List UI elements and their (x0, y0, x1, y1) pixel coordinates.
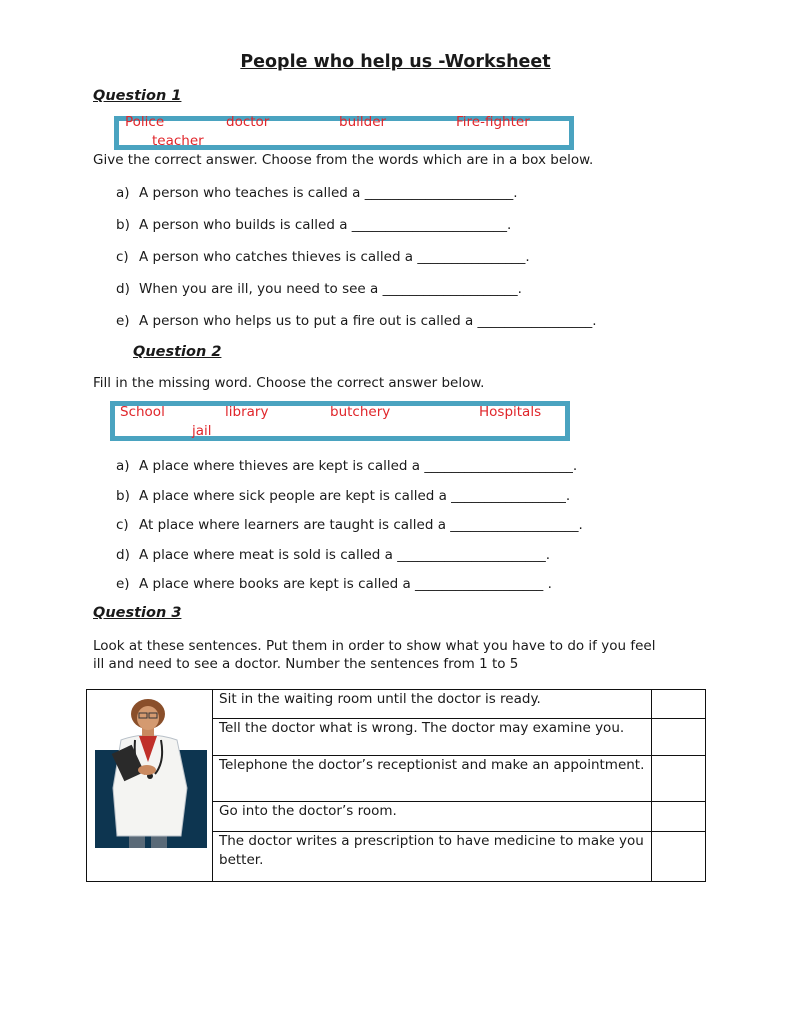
q1-item-b: b) A person who builds is called a _______________________. (116, 217, 512, 233)
q2-word-butchery: butchery (330, 404, 391, 420)
q2-item-e: e) A place where books are kept is called a ___________________ . (116, 576, 552, 592)
picture-cell (87, 690, 213, 882)
q2-word-hospitals: Hospitals (479, 404, 542, 420)
q2-item-d: d) A place where meat is sold is called a ______________________. (116, 547, 550, 563)
q1-item-e: e) A person who helps us to put a fire out is called a _________________. (116, 313, 597, 329)
q2-word-jail: jail (192, 423, 212, 439)
table-row (87, 690, 706, 719)
q2-instruction: Fill in the missing word. Choose the correct answer below. (93, 375, 485, 391)
sentence-cell: Sit in the waiting room until the doctor is ready. (213, 690, 652, 719)
q1-word-builder: builder (339, 114, 387, 130)
sentence-cell: Tell the doctor what is wrong. The doctor may examine you. (213, 719, 652, 756)
q2-item-c: c) At place where learners are taught is called a ___________________. (116, 517, 583, 533)
doctor-illustration-icon (95, 696, 207, 848)
number-box[interactable] (652, 690, 706, 719)
q2-item-b: b) A place where sick people are kept is called a _________________. (116, 488, 571, 504)
q3-instruction-line2: ill and need to see a doctor. Number the sentences from 1 to 5 (93, 656, 519, 672)
question-1-heading: Question 1 (93, 88, 182, 104)
question-3-heading: Question 3 (93, 605, 182, 621)
q2-word-school: School (120, 404, 165, 420)
order-table (86, 689, 706, 882)
q1-word-firefighter: Fire-fighter (456, 114, 530, 130)
q1-item-a: a) A person who teaches is called a ______________________. (116, 185, 518, 201)
q1-word-teacher: teacher (152, 133, 204, 149)
number-box[interactable] (652, 832, 706, 882)
q1-item-c: c) A person who catches thieves is called a ________________. (116, 249, 530, 265)
sentence-cell: Go into the doctor’s room. (213, 802, 652, 832)
number-box[interactable] (652, 756, 706, 802)
q1-instruction: Give the correct answer. Choose from the words which are in a box below. (93, 152, 594, 168)
number-box[interactable] (652, 802, 706, 832)
question-2-heading: Question 2 (133, 344, 222, 360)
number-box[interactable] (652, 719, 706, 756)
q2-item-a: a) A place where thieves are kept is called a ______________________. (116, 458, 578, 474)
q3-instruction-line1: Look at these sentences. Put them in order to show what you have to do if you feel (93, 638, 656, 654)
q1-word-doctor: doctor (226, 114, 270, 130)
q1-item-d: d) When you are ill, you need to see a ____________________. (116, 281, 522, 297)
q2-word-library: library (225, 404, 269, 420)
sentence-cell: Telephone the doctor’s receptionist and make an appointment. (213, 756, 652, 802)
q1-word-police: Police (125, 114, 165, 130)
page-title: People who help us -Worksheet (240, 52, 551, 72)
sentence-cell: The doctor writes a prescription to have medicine to make you better. (213, 832, 652, 882)
